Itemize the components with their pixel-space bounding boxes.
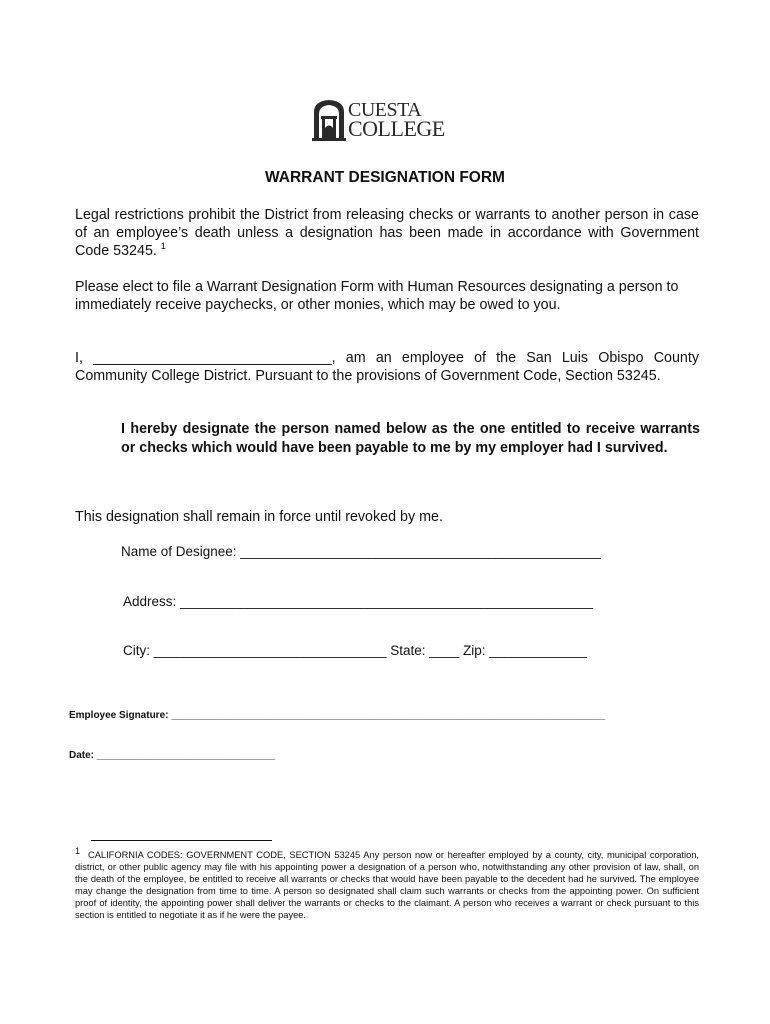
cuesta-college-logo [312,98,445,142]
form-title: WARRANT DESIGNATION FORM [265,169,505,186]
footnote-reference: 1 [160,241,166,252]
designee-name-field[interactable]: Name of Designee: ________________________________________________ [121,544,601,559]
logo-line-2: COLLEGE [348,116,445,141]
footnote-text: CALIFORNIA CODES: GOVERNMENT CODE, SECTION 53245 Any person now or hereafter employed by a county, city, municipal corporation, district, or other public agency may file with his appointing power a designation of a person who, notwithstanding any other provision of law, shall, on the death of the employee, be entitled to receive all warrants or checks that would have been payable to the decedent had he survived. The employee may change the designation from time to time. A person so designated shall claim such warrants or checks from the appointing power. On sufficient proof of identity, the appointing power shall deliver the warrants or checks to the claimant. A person who receives a warrant or check pursuant to this section is entitled to negotiate it as if he were the payee. [75,850,699,920]
footnote-divider [91,840,272,841]
legal-restrictions-paragraph [75,206,699,260]
college-building-icon [312,98,346,142]
footnote [75,845,699,921]
date-field[interactable]: Date: ________________________________ [69,750,275,761]
logo-line-1: CUESTA [348,99,422,121]
employee-statement-paragraph: I, ______________________________, am an employee of the San Luis Obispo County Community College District. Pursuant to the provisions of Government Code, Section 53245. [75,350,699,384]
employee-signature-field[interactable]: Employee Signature: ______________________________________________________________________________ [69,710,606,721]
force-statement: This designation shall remain in force until revoked by me. [75,509,443,525]
designation-statement: I hereby designate the person named below as the one entitled to receive warrants or checks which would have been payable to me by my employer had I survived. [121,421,700,456]
city-state-zip-field[interactable]: City: _______________________________ State: ____ Zip: _____________ [123,643,587,658]
footnote-mark: 1 [75,845,81,856]
legal-restrictions-text: Legal restrictions prohibit the District from releasing checks or warrants to another person in case of an employee’s death unless a designation has been made in accordance with Government Code 53245. [75,207,699,259]
address-field[interactable]: Address: _______________________________________________________ [123,594,593,609]
elect-paragraph: Please elect to file a Warrant Designation Form with Human Resources designating a person to immediately receive paychecks, or other monies, which may be owed to you. [75,279,679,313]
